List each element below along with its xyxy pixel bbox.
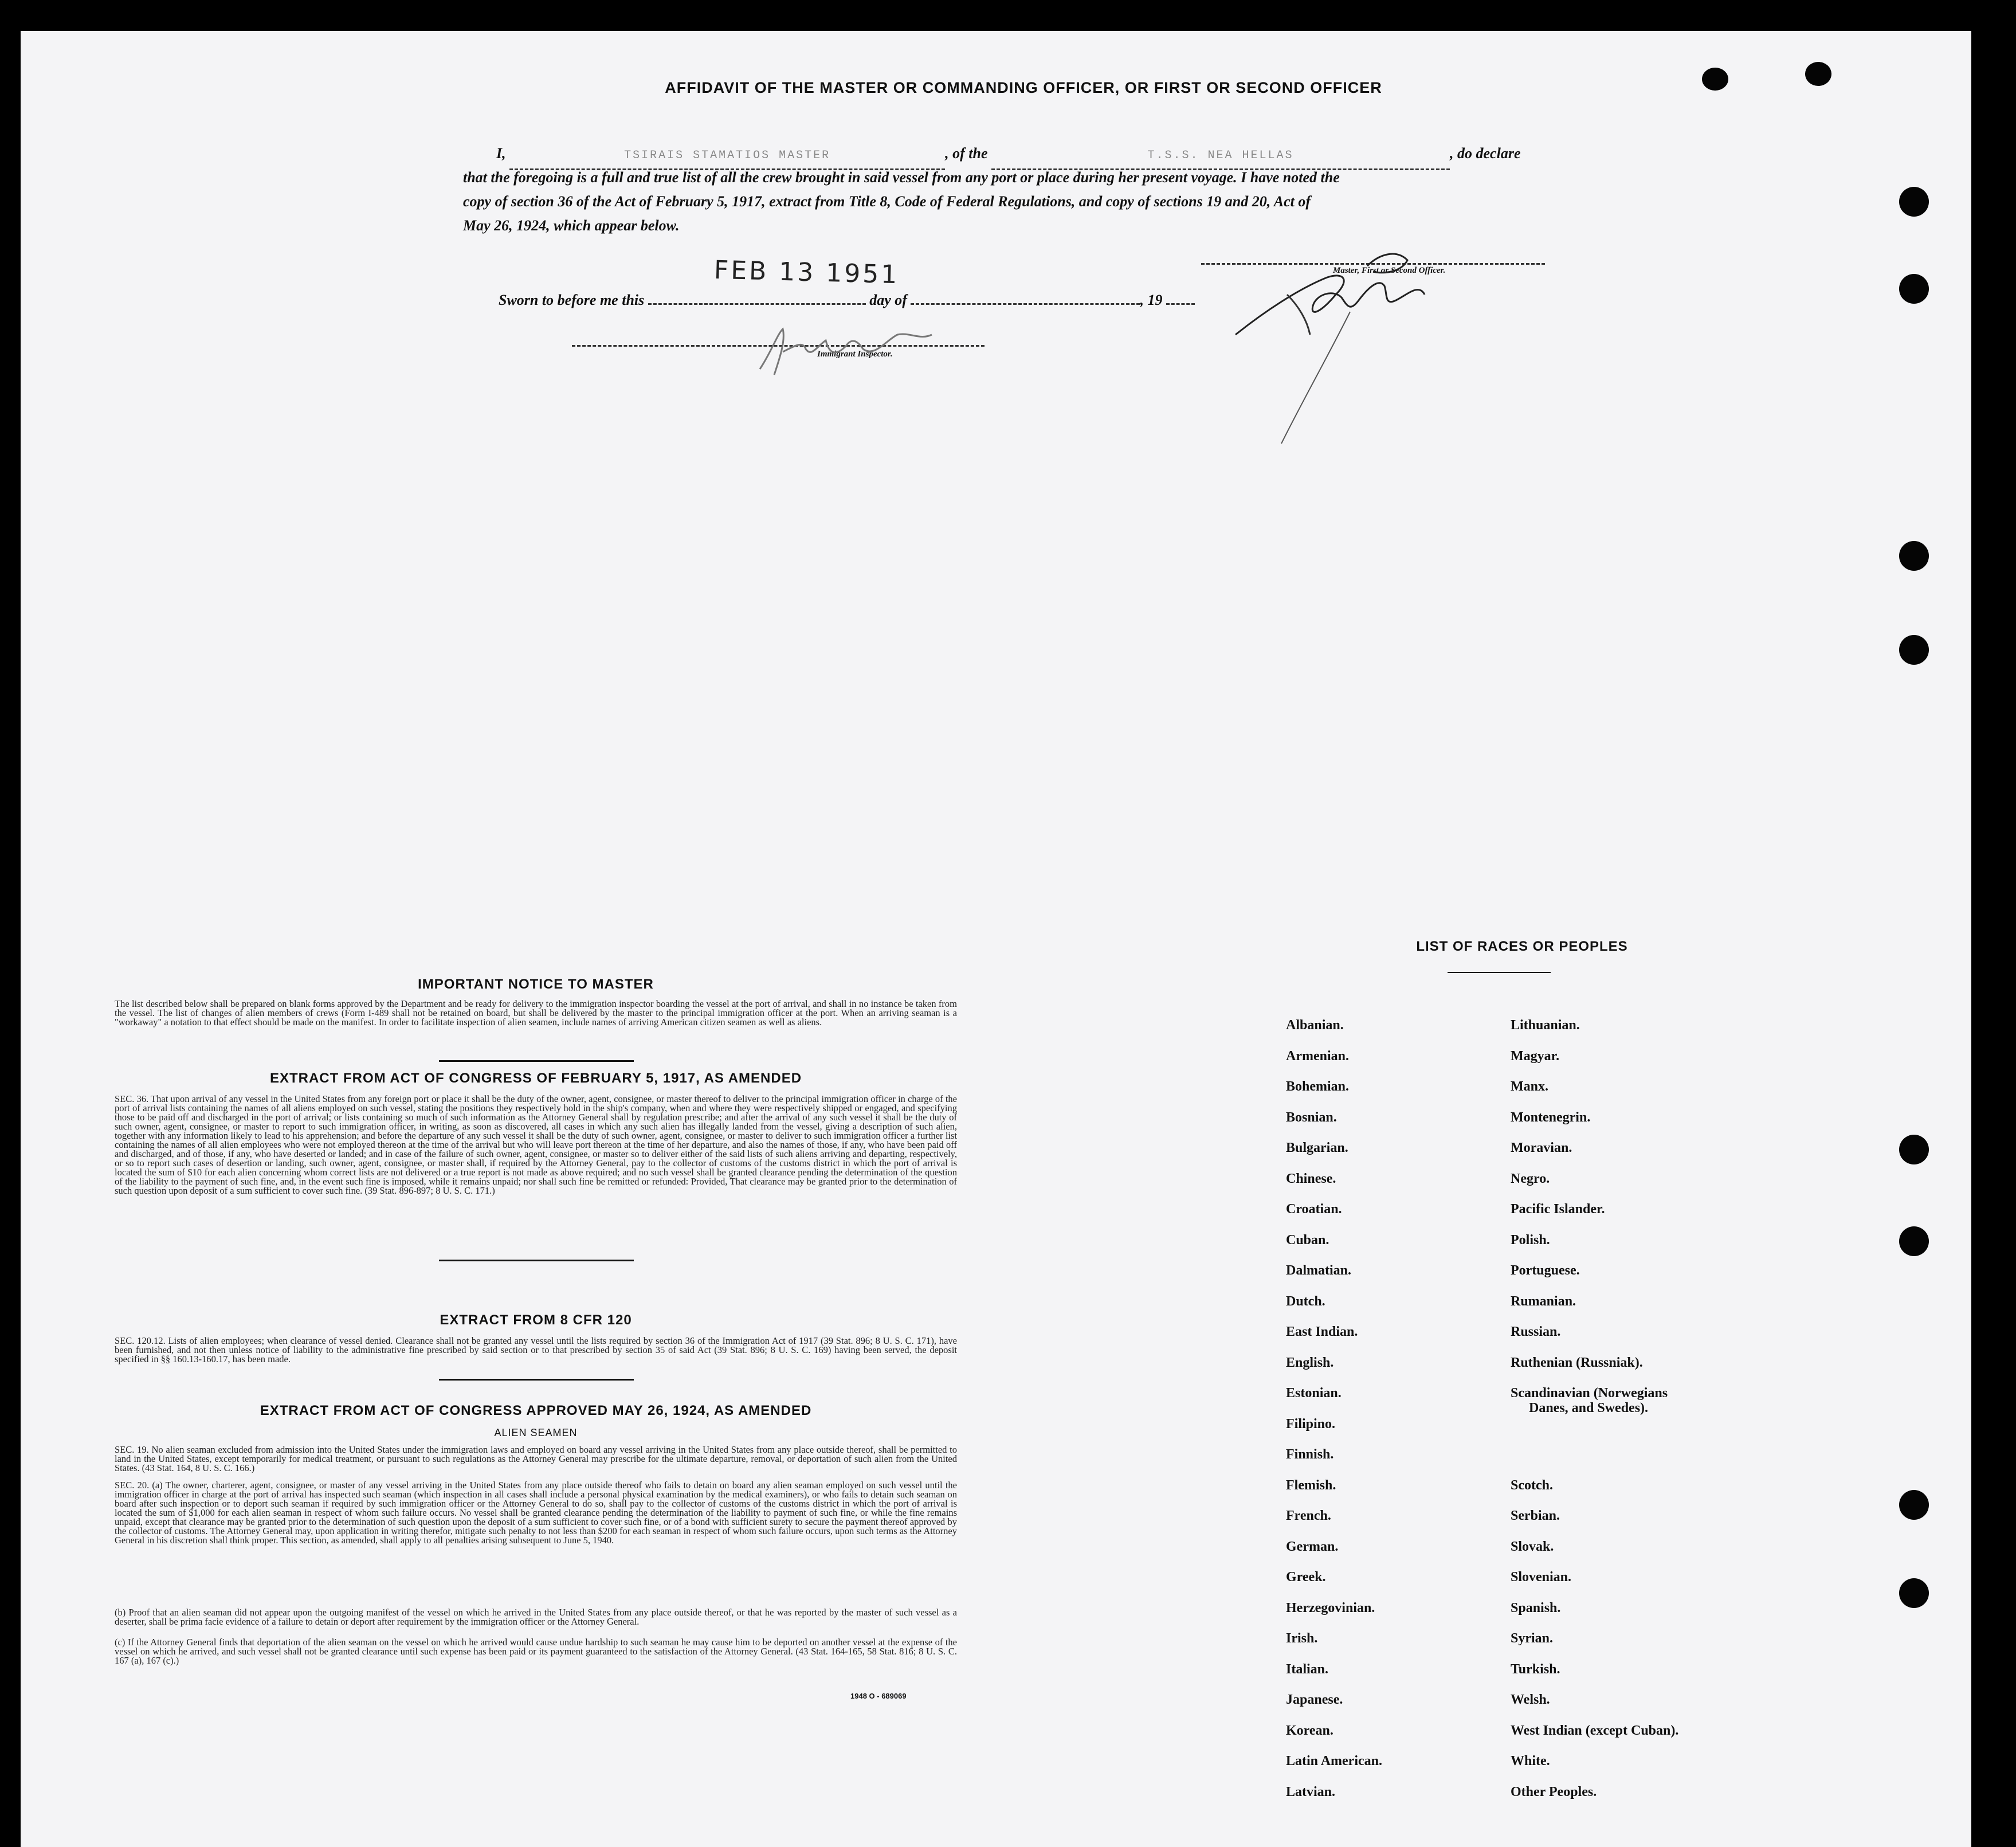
punch-hole: [1805, 62, 1831, 86]
race-item: Bulgarian.: [1286, 1140, 1348, 1155]
punch-hole: [1899, 187, 1929, 217]
race-item: West Indian (except Cuban).: [1511, 1723, 1679, 1738]
officer-signature: [1213, 226, 1499, 466]
sworn-year-field: [1166, 303, 1195, 305]
extract-1924-subtitle: ALIEN SEAMEN: [494, 1427, 578, 1438]
race-item: Bohemian.: [1286, 1079, 1350, 1094]
extract-1924-title: EXTRACT FROM ACT OF CONGRESS APPROVED MAY 26, 1924, AS AMENDED: [260, 1403, 812, 1418]
race-item: East Indian.: [1286, 1324, 1358, 1339]
declaration-line-4: May 26, 1924, which appear below.: [463, 217, 680, 234]
punch-hole: [1899, 1578, 1929, 1608]
extract-1917-text: SEC. 36. That upon arrival of any vessel in the United States from any foreign port or place it shall be the duty of the owner, agent, consignee, or master thereof to deliver to the principal immigration officer in charge of the port of arrival lists containing the names of all aliens employed on such vessel, stating the positions they respectively hold in the ship's company, when and where they were respectively shipped or engaged, and specifying those to be paid off and discharged in the port of arrival; or lists containing so much of such information as the Attorney General shall by regulation prescribe; and after the arrival of any such vessel it shall be the duty of such owner, agent, consignee, or master to report to such immigration officer, in writing, as soon as discovered, all cases in which any such alien has illegally landed from the vessel, giving a description of such alien, together with any information likely to lead to his apprehension; and before the departure of any such vessel it shall be the duty of such owner, agent, consignee, or master to deliver to such immigration officer a further list containing the names of all alien employees who were not employed thereon at the time of the arrival but who will leave port thereon at the time of her departure, and also the names of those, if any, who have been paid off and discharged, and of those, if any, who have deserted or landed; and in case of the failure of such owner, agent, consignee, or master so to deliver either of the said lists of such aliens arriving and departing, respectively, or so to report such cases of desertion or landing, such owner, agent, consignee, or master shall, if required by the Attorney General, pay to the collector of customs of the customs district in which the port of arrival is located the sum of $10 for each alien concerning whom correct lists are not delivered or a true report is not made as above required; and no such vessel shall be granted clearance pending the determination of the question of the liability to the payment of such fine, and, in the event such fine is imposed, while it remains unpaid; nor shall such fine be remitted or refunded: Provided, That clearance may be granted prior to the determination of such question upon deposit of a sum sufficient to cover such fine. (39 Stat. 896-897; 8 U. S. C. 171.): [115, 1093, 957, 1196]
race-item: Scotch.: [1511, 1477, 1553, 1493]
race-item: Montenegrin.: [1511, 1109, 1591, 1125]
do-declare-label: , do declare: [1450, 145, 1521, 162]
punch-hole: [1899, 274, 1929, 304]
race-item: Armenian.: [1286, 1048, 1349, 1064]
affidavit-title: AFFIDAVIT OF THE MASTER OR COMMANDING OFFICER, OR FIRST OR SECOND OFFICER: [665, 79, 1382, 96]
race-item: Ruthenian (Russniak).: [1511, 1355, 1643, 1370]
inspector-signature: [748, 317, 955, 386]
race-item: Chinese.: [1286, 1171, 1336, 1186]
race-item: Herzegovinian.: [1286, 1600, 1375, 1615]
race-item: Scandinavian (Norwegians: [1511, 1386, 1668, 1401]
race-item: Greek.: [1286, 1570, 1326, 1585]
race-item: Cuban.: [1286, 1232, 1329, 1248]
extract-1924-sec20a: SEC. 20. (a) The owner, charterer, agent, consignee, or master of any vessel arriving in the United States from any place outside thereof who fails to detain on board any alien seaman employed on such vessel until the immigration officer in charge at the port of arrival has inspected such seaman (which inspection in all cases shall include a personal physical examination by the medical examiners), or who fails to detain such seaman on board after such inspection or to deport such seaman if required by such immigration officer or the Attorney General to do so, shall pay to the collector of customs of the customs district in which the port of arrival is located the sum of $1,000 for each alien seaman in respect of whom such failure occurs. No vessel shall be granted clearance pending the determination of the liability to payment of such fine, or while the fine remains unpaid, except that clearance may be granted prior to the determination of such question upon the deposit of a sum sufficient to cover such fine, or of a bond with sufficient surety to secure the payment thereof approved by the collector of customs. The Attorney General may, upon application in writing therefor, mitigate such penalty to not less than $200 for each seaman in respect of whom such failure occurs, upon such terms as the Attorney General in his discretion shall think proper. This section, as amended, shall apply to all penalties arising subsequent to June 5, 1940.: [115, 1480, 957, 1546]
inspector-caption: Immigrant Inspector.: [817, 350, 893, 359]
sworn-month-field: [911, 303, 1140, 305]
race-item: Lithuanian.: [1511, 1018, 1580, 1033]
year-prefix-label: , 19: [1140, 292, 1163, 308]
divider: [1448, 972, 1551, 973]
date-stamp: FEB 13 1951: [713, 255, 900, 290]
race-item: Bosnian.: [1286, 1109, 1337, 1125]
race-item: Syrian.: [1511, 1631, 1554, 1646]
race-item: Latin American.: [1286, 1754, 1382, 1768]
master-name-field: TSIRAIS STAMATIOS MASTER: [509, 143, 945, 170]
extract-1924-sec20c: (c) If the Attorney General finds that deportation of the alien seaman on the vessel on which he arrived would cause undue hardship to such seaman he may cause him to be deported on another vessel at the expense of the vessel on which he arrived, and such vessel shall not be granted clearance until such expense has been paid or its payment guaranteed to the satisfaction of the Attorney General. (43 Stat. 164-165, 58 Stat. 816; 8 U. S. C. 167 (a), 167 (c).): [115, 1637, 957, 1666]
punch-hole: [1899, 1226, 1929, 1256]
extract-1924-sec19: SEC. 19. No alien seaman excluded from admission into the United States under the immigration laws and employed on board any vessel arriving in the United States from any place outside thereof, shall be permitted to land in the United States, except temporarily for medical treatment, or pursuant to such regulations as the Attorney General may prescribe for the ultimate departure, removal, or deportation of such alien from the United States. (43 Stat. 164, 8 U. S. C. 166.): [115, 1444, 957, 1473]
race-item: Albanian.: [1286, 1018, 1344, 1033]
race-item: Polish.: [1511, 1232, 1550, 1248]
extract-cfr-text: SEC. 120.12. Lists of alien employees; when clearance of vessel denied. Clearance shall not be granted any vessel until the lists required by section 36 of the Immigration Act of 1917 (39 Stat. 896; 8 U. S. C. 171), have been furnished, and not then unless notice of liability to the administrative fine prescribed by said section or to that prescribed by section 35 of said Act (39 Stat. 896; 8 U. S. C. 169) having been served, the deposit specified in §§ 160.13-160.17, has been made.: [115, 1335, 957, 1364]
race-item: Portuguese.: [1511, 1263, 1580, 1278]
sworn-day-field: [648, 303, 866, 305]
race-item: Serbian.: [1511, 1508, 1560, 1523]
punch-hole: [1899, 1490, 1929, 1520]
notice-text: The list described below shall be prepared on blank forms approved by the Department and be ready for delivery to the immigration inspector boarding the vessel at the port of arrival, and shall in no instance be taken from the vessel. The list of changes of alien members of crews (Form I-489 shall not be retained on board, but shall be delivered by the master to the principal immigration officer at the port. When an arriving seaman is a "workaway" a notation to that effect should be made on the manifest. In order to facilitate inspection of alien seamen, include names of arriving American citizen seamen as well as aliens.: [115, 998, 957, 1028]
divider: [439, 1379, 634, 1381]
extract-cfr-title: EXTRACT FROM 8 CFR 120: [440, 1312, 632, 1328]
race-item: Latvian.: [1286, 1784, 1336, 1799]
notice-title: IMPORTANT NOTICE TO MASTER: [418, 977, 654, 992]
race-item: Slovak.: [1511, 1539, 1554, 1554]
race-item: Danes, and Swedes).: [1529, 1401, 1649, 1415]
race-item: Magyar.: [1511, 1048, 1560, 1064]
punch-hole: [1899, 1135, 1929, 1164]
sworn-label: Sworn to before me this: [499, 292, 645, 308]
race-item: German.: [1286, 1539, 1339, 1554]
day-of-label: day of: [869, 292, 907, 308]
race-item: Dalmatian.: [1286, 1263, 1351, 1278]
race-item: Estonian.: [1286, 1386, 1342, 1401]
divider: [439, 1260, 634, 1261]
race-item: Pacific Islander.: [1511, 1202, 1605, 1217]
race-item: Korean.: [1286, 1723, 1333, 1738]
race-item: Spanish.: [1511, 1600, 1561, 1615]
punch-hole: [1899, 635, 1929, 665]
sworn-line: [499, 288, 1266, 313]
race-item: Manx.: [1511, 1079, 1548, 1094]
race-item: Moravian.: [1511, 1140, 1572, 1155]
race-item: Finnish.: [1286, 1447, 1334, 1462]
vessel-name-field: T.S.S. NEA HELLAS: [991, 143, 1450, 170]
punch-hole: [1899, 541, 1929, 571]
race-item: English.: [1286, 1355, 1334, 1370]
race-item: Dutch.: [1286, 1293, 1325, 1309]
extract-1917-title: EXTRACT FROM ACT OF CONGRESS OF FEBRUARY 5, 1917, AS AMENDED: [269, 1070, 802, 1086]
punch-hole: [1702, 68, 1728, 91]
race-item: Negro.: [1511, 1171, 1550, 1186]
extract-1924-sec20b: (b) Proof that an alien seaman did not appear upon the outgoing manifest of the vessel on which he arrived in the United States from any place outside thereof, or that he was reported by the master of such vessel as a deserter, shall be prima facie evidence of a failure to detain or deport after requirement by the immigration officer or the Attorney General.: [115, 1607, 957, 1627]
race-item: Irish.: [1286, 1631, 1318, 1646]
race-item: Welsh.: [1511, 1692, 1550, 1707]
race-item: Italian.: [1286, 1661, 1329, 1677]
race-item: Croatian.: [1286, 1202, 1342, 1217]
race-item: French.: [1286, 1508, 1331, 1523]
i-label: I,: [496, 145, 506, 162]
races-title: LIST OF RACES OR PEOPLES: [1416, 939, 1628, 954]
declaration-line-3: copy of section 36 of the Act of February 5, 1917, extract from Title 8, Code of Federal Regulations, and copy of sections 19 and 20, Act of: [463, 193, 1311, 210]
race-item: White.: [1511, 1754, 1550, 1768]
divider: [439, 1060, 634, 1062]
print-code: 1948 O - 689069: [850, 1692, 907, 1700]
race-item: Filipino.: [1286, 1416, 1336, 1432]
document-page: [21, 31, 1971, 1847]
of-the-label: , of the: [945, 145, 988, 162]
race-item: Slovenian.: [1511, 1570, 1572, 1585]
race-item: Japanese.: [1286, 1692, 1343, 1707]
race-item: Other Peoples.: [1511, 1784, 1597, 1799]
race-item: Turkish.: [1511, 1661, 1560, 1677]
race-item: Russian.: [1511, 1324, 1561, 1339]
race-item: Flemish.: [1286, 1477, 1336, 1493]
race-item: Rumanian.: [1511, 1293, 1576, 1309]
officer-caption: Master, First or Second Officer.: [1333, 266, 1446, 275]
declaration-line-2: that the foregoing is a full and true list of all the crew brought in said vessel from any port or place during her present voyage. I have noted the: [463, 169, 1340, 186]
